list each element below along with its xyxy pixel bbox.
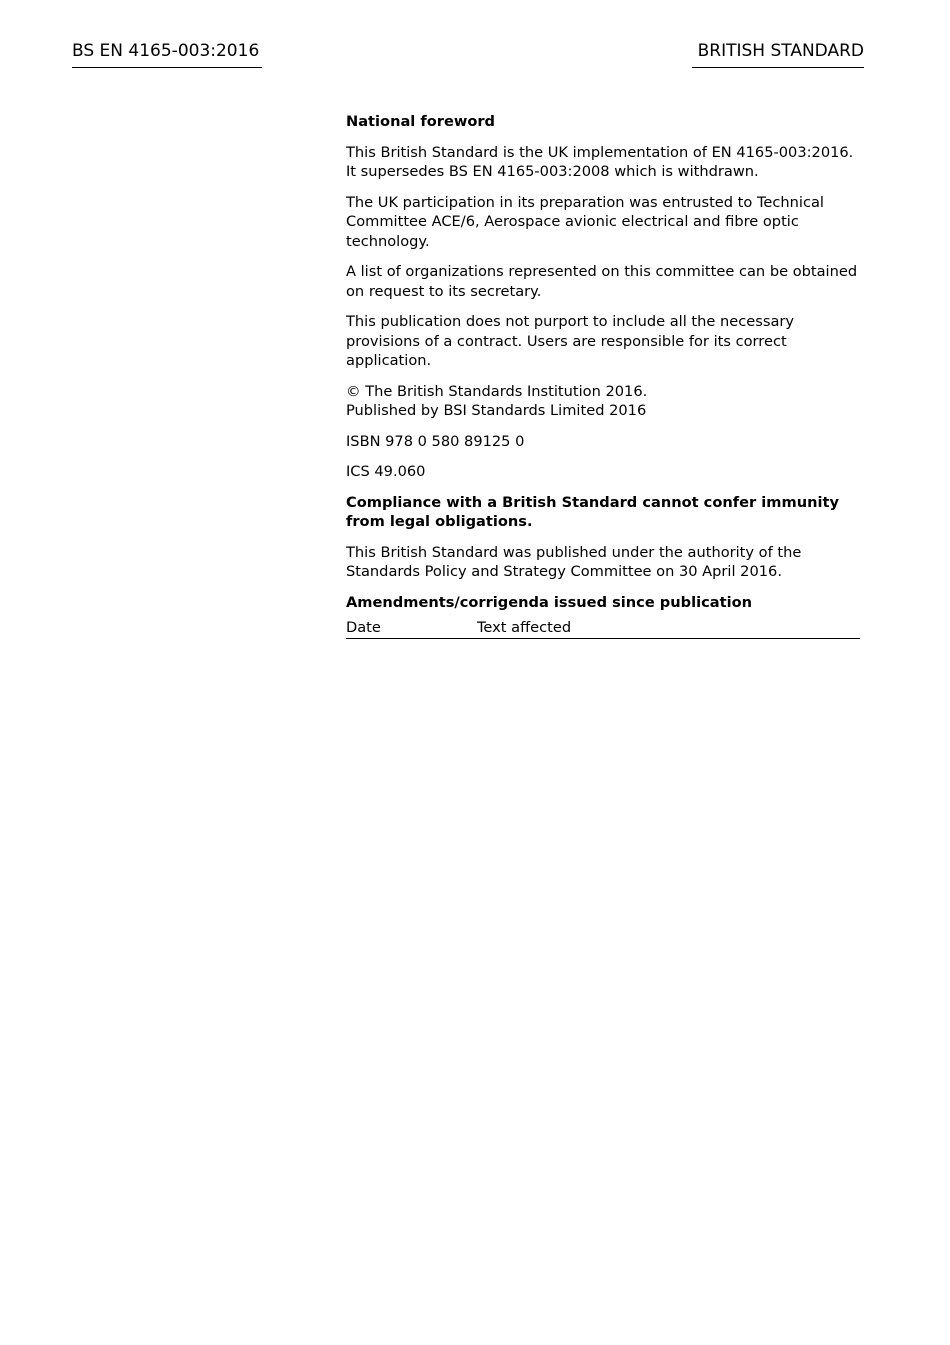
- contract-paragraph: This publication does not purport to include all the necessary provisions of a contract. Users are responsible for its correct application.: [346, 313, 795, 369]
- implementation-line: This British Standard is the UK implementation of EN 4165-003:2016.: [346, 143, 854, 161]
- implementation-paragraph: [346, 143, 860, 182]
- amendments-table: [346, 618, 860, 639]
- foreword-title: National foreword: [346, 113, 496, 130]
- ics-code: ICS 49.060: [346, 463, 426, 480]
- document-id: BS EN 4165-003:2016: [72, 40, 262, 68]
- committee-paragraph: The UK participation in its preparation was entrusted to Technical Committee ACE/6, Aerospace avionic electrical and fibre optic technology.: [346, 193, 824, 250]
- isbn: ISBN 978 0 580 89125 0: [346, 432, 525, 450]
- copyright-paragraph: [346, 382, 860, 421]
- national-foreword: [346, 112, 860, 639]
- column-header-date: Date: [346, 618, 477, 638]
- column-header-text-affected: Text affected: [477, 618, 860, 638]
- organizations-paragraph: A list of organizations represented on this committee can be obtained on request to its secretary.: [346, 263, 858, 300]
- publisher-line: Published by BSI Standards Limited 2016: [346, 402, 647, 419]
- amendments-header-row: [346, 618, 860, 638]
- standard-series-label: BRITISH STANDARD: [692, 40, 864, 68]
- supersedes-line: It supersedes BS EN 4165-003:2008 which is withdrawn.: [346, 163, 759, 180]
- copyright-line: © The British Standards Institution 2016.: [346, 382, 648, 400]
- amendments-title: Amendments/corrigenda issued since publication: [346, 593, 752, 611]
- authority-paragraph: This British Standard was published under the authority of the Standards Policy and Strategy Committee on 30 April 2016.: [346, 543, 802, 580]
- compliance-notice: Compliance with a British Standard cannot confer immunity from legal obligations.: [346, 493, 839, 530]
